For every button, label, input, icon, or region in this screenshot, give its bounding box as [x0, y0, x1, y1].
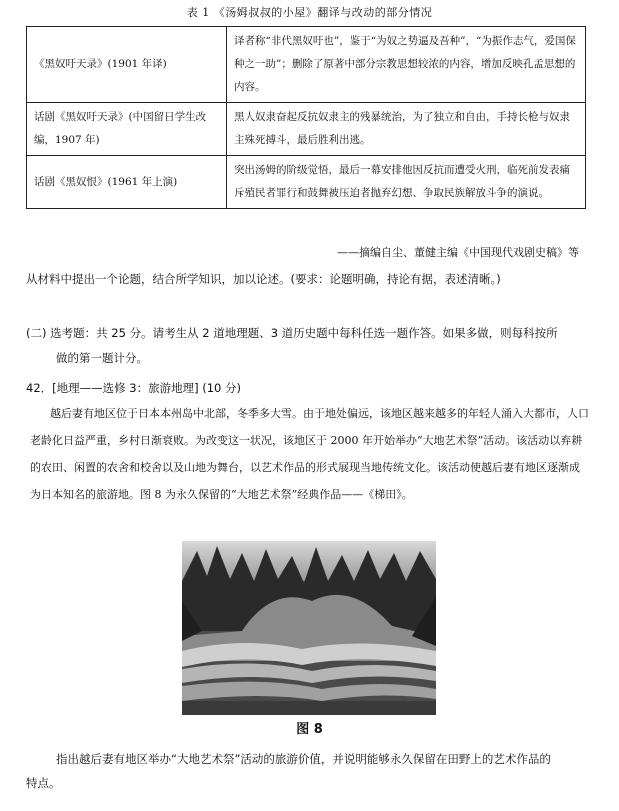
table-caption: 表 1 《汤姆叔叔的小屋》翻译与改动的部分情况 [186, 6, 433, 19]
table-row [27, 156, 586, 209]
table-row [27, 103, 586, 156]
figure-label: 图 8 [296, 722, 323, 737]
table-cell-work: 话剧《黑奴吁天录》(中国留日学生改编，1907 年) [27, 103, 227, 156]
q42-header: 42．[地理——选修 3：旅游地理] (10 分) [26, 381, 241, 395]
table-source: ——摘编自尘、董健主编《中国现代戏剧史稿》等 [337, 246, 579, 259]
table-cell-desc: 黑人奴隶奋起反抗奴隶主的残暴统治，为了独立和自由，手持长枪与奴隶主殊死搏斗，最后胜利出逃。 [227, 103, 586, 156]
table-cell-desc: 译者称“非代黑奴吁也”，鉴于“为奴之势逼及吾种”，“为振作志气，爱国保种之一助”；删除了原著中部分宗教思想较浓的内容，增加反映孔孟思想的内容。 [227, 27, 586, 103]
section2-line2: 做的第一题计分。 [56, 351, 148, 365]
q42-body: 越后妻有地区位于日本本州岛中北部，冬季多大雪。由于地处偏远，该地区越来越多的年轻人涌入大都市，人口老龄化日益严重，乡村日渐衰败。为改变这一状况，该地区于 2000 年开始举办“大地艺术祭”活动。该活动以弃耕的农田、闲置的农舍和校舍以及山地为舞台，以艺术作品的形式展现当地传统文化。该活动使越后妻有地区逐渐成为日本知名的旅游地。图 8 为永久保留的“大地艺术祭”经典作品——《梯田》。 [30, 407, 589, 501]
terrace-photo [182, 541, 436, 715]
table-row [27, 27, 586, 103]
section2-line1: (二) 选考题：共 25 分。请考生从 2 道地理题、3 道历史题中每科任选一题作答。如果多做，则每科按所 [26, 326, 558, 340]
table-cell-work: 《黑奴吁天录》(1901 年译) [27, 27, 227, 103]
translation-table [26, 26, 586, 209]
table-cell-work: 话剧《黑奴恨》(1961 年上演) [27, 156, 227, 209]
question-prompt: 从材料中提出一个论题，结合所学知识，加以论述。(要求：论题明确，持论有据，表述清晰。) [26, 272, 501, 286]
q42-task-line2: 特点。 [26, 776, 61, 790]
q42-task-line1: 指出越后妻有地区举办“大地艺术祭”活动的旅游价值，并说明能够永久保留在田野上的艺术作品的 [56, 752, 551, 766]
table-cell-desc: 突出汤姆的阶级觉悟，最后一幕安排他因反抗而遭受火刑，临死前发表痛斥殖民者罪行和鼓舞被压迫者抛弃幻想、争取民族解放斗争的演说。 [227, 156, 586, 209]
